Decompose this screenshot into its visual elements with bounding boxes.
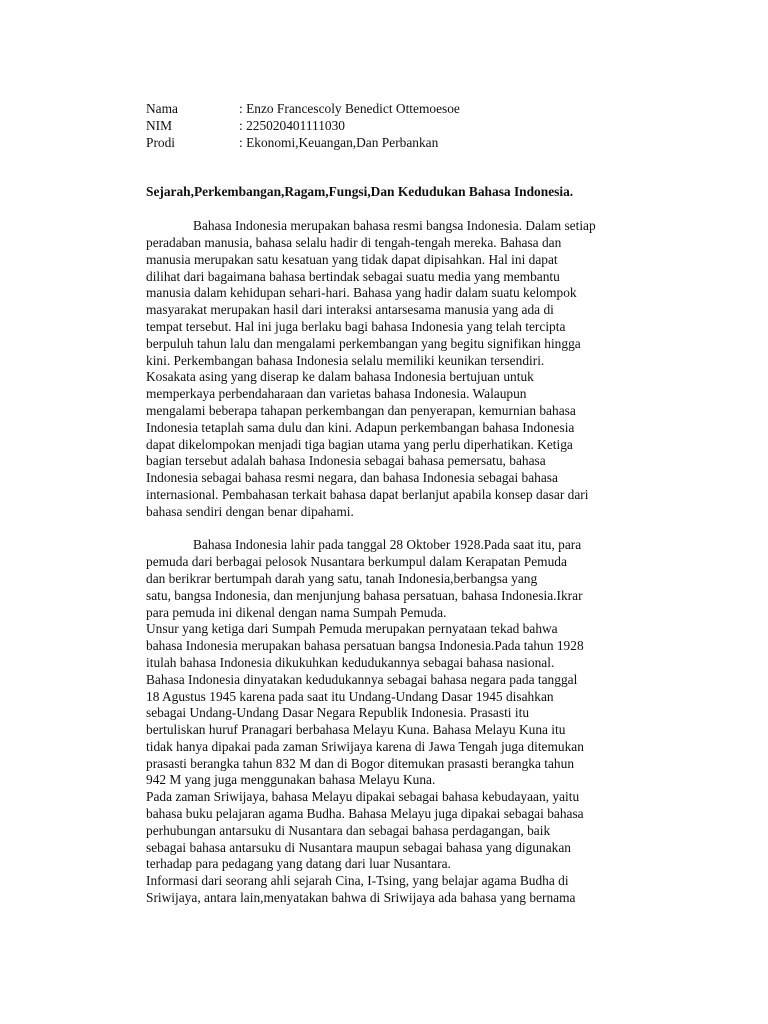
text-line: memperkaya perbendaharaan dan varietas bahasa Indonesia. Walaupun <box>146 386 527 402</box>
paragraph-1 <box>146 218 664 520</box>
meta-row-nim <box>146 118 664 135</box>
text-line: para pemuda ini dikenal dengan nama Sumpah Pemuda. <box>146 604 447 620</box>
text-line: bertuliskan huruf Pranagari berbahasa Melayu Kuna. Bahasa Melayu Kuna itu <box>146 722 566 738</box>
text-line: bagian tersebut adalah bahasa Indonesia sebagai bahasa pemersatu, bahasa <box>146 453 546 469</box>
text-line: Bahasa Indonesia merupakan bahasa resmi bangsa Indonesia. Dalam setiap <box>193 218 596 234</box>
paragraph-2 <box>146 537 664 907</box>
student-info <box>146 101 664 151</box>
meta-label: Prodi <box>146 134 176 150</box>
text-line: itulah bahasa Indonesia dikukuhkan kedudukannya sebagai bahasa nasional. <box>146 654 555 670</box>
text-line: bahasa buku pelajaran agama Budha. Bahasa Melayu juga dipakai sebagai bahasa <box>146 806 584 822</box>
text-line: bahasa Indonesia merupakan bahasa persatuan bangsa Indonesia.Pada tahun 1928 <box>146 638 584 654</box>
meta-value: : Enzo Francescoly Benedict Ottemoesoe <box>239 101 460 116</box>
meta-row-nama <box>146 101 664 118</box>
text-line: Pada zaman Sriwijaya, bahasa Melayu dipakai sebagai bahasa kebudayaan, yaitu <box>146 789 580 805</box>
meta-value: : 225020401111030 <box>239 117 346 133</box>
text-line: Bahasa Indonesia dinyatakan kedudukannya sebagai bahasa negara pada tanggal <box>146 671 578 687</box>
text-line: bahasa sendiri dengan benar dipahami. <box>146 503 354 519</box>
text-line: manusia merupakan satu kesatuan yang tidak dapat dipisahkan. Hal ini dapat <box>146 251 558 267</box>
text-line: Indonesia sebagai bahasa resmi negara, dan bahasa Indonesia sebagai bahasa <box>146 470 558 486</box>
text-line: dan berikrar bertumpah darah yang satu, tanah Indonesia,berbangsa yang <box>146 570 538 586</box>
text-line: internasional. Pembahasan terkait bahasa dapat berlanjut apabila konsep dasar dari <box>146 486 589 502</box>
text-line: tidak hanya dipakai pada zaman Sriwijaya karena di Jawa Tengah juga ditemukan <box>146 738 584 754</box>
text-line: perhubungan antarsuku di Nusantara dan sebagai bahasa perdagangan, baik <box>146 822 551 838</box>
text-line: peradaban manusia, bahasa selalu hadir di tengah-tengah mereka. Bahasa dan <box>146 234 562 250</box>
meta-value: : Ekonomi,Keuangan,Dan Perbankan <box>239 134 439 150</box>
text-line: berpuluh tahun lalu dan mengalami perkembangan yang begitu signifikan hingga <box>146 335 581 351</box>
document-title: Sejarah,Perkembangan,Ragam,Fungsi,Dan Kedudukan Bahasa Indonesia. <box>146 184 574 200</box>
text-line: masyarakat merupakan hasil dari interaksi antarsesama manusia yang ada di <box>146 302 554 318</box>
text-line: terhadap para pedagang yang datang dari luar Nusantara. <box>146 856 451 872</box>
text-line: mengalami beberapa tahapan perkembangan dan penyerapan, kemurnian bahasa <box>146 402 576 418</box>
text-line: satu, bangsa Indonesia, dan menjunjung bahasa persatuan, bahasa Indonesia.Ikrar <box>146 587 583 603</box>
meta-label: NIM <box>146 117 173 133</box>
text-line: sebagai bahasa antarsuku di Nusantara maupun sebagai bahasa yang digunakan <box>146 839 572 855</box>
text-line: prasasti berangka tahun 832 M dan di Bogor ditemukan prasasti berangka tahun <box>146 755 575 771</box>
text-line: Informasi dari seorang ahli sejarah Cina, I-Tsing, yang belajar agama Budha di <box>146 873 569 889</box>
text-line: manusia dalam kehidupan sehari-hari. Bahasa yang hadir dalam suatu kelompok <box>146 285 577 301</box>
text-line: Sriwijaya, antara lain,menyatakan bahwa di Sriwijaya ada bahasa yang bernama <box>146 890 576 906</box>
text-line: 942 M yang juga menggunakan bahasa Melayu Kuna. <box>146 772 436 788</box>
text-line: 18 Agustus 1945 karena pada saat itu Undang-Undang Dasar 1945 disahkan <box>146 688 554 704</box>
text-line: Unsur yang ketiga dari Sumpah Pemuda merupakan pernyataan tekad bahwa <box>146 621 558 637</box>
text-line: Indonesia tetaplah sama dulu dan kini. Adapun perkembangan bahasa Indonesia <box>146 419 575 435</box>
text-line: dapat dikelompokan menjadi tiga bagian utama yang perlu diperhatikan. Ketiga <box>146 436 573 452</box>
text-line: sebagai Undang-Undang Dasar Negara Republik Indonesia. Prasasti itu <box>146 705 530 721</box>
text-line: kini. Perkembangan bahasa Indonesia selalu memiliki keunikan tersendiri. <box>146 352 545 368</box>
text-line: Bahasa Indonesia lahir pada tanggal 28 Oktober 1928.Pada saat itu, para <box>193 537 582 553</box>
meta-label: Nama <box>146 101 178 116</box>
text-line: pemuda dari berbagai pelosok Nusantara berkumpul dalam Kerapatan Pemuda <box>146 554 567 570</box>
text-line: tempat tersebut. Hal ini juga berlaku bagi bahasa Indonesia yang telah tercipta <box>146 318 566 334</box>
text-line: Kosakata asing yang diserap ke dalam bahasa Indonesia bertujuan untuk <box>146 369 534 385</box>
text-line: dilihat dari bagaimana bahasa bertindak sebagai suatu media yang membantu <box>146 268 560 284</box>
document-page <box>146 101 664 907</box>
meta-row-prodi <box>146 135 664 152</box>
